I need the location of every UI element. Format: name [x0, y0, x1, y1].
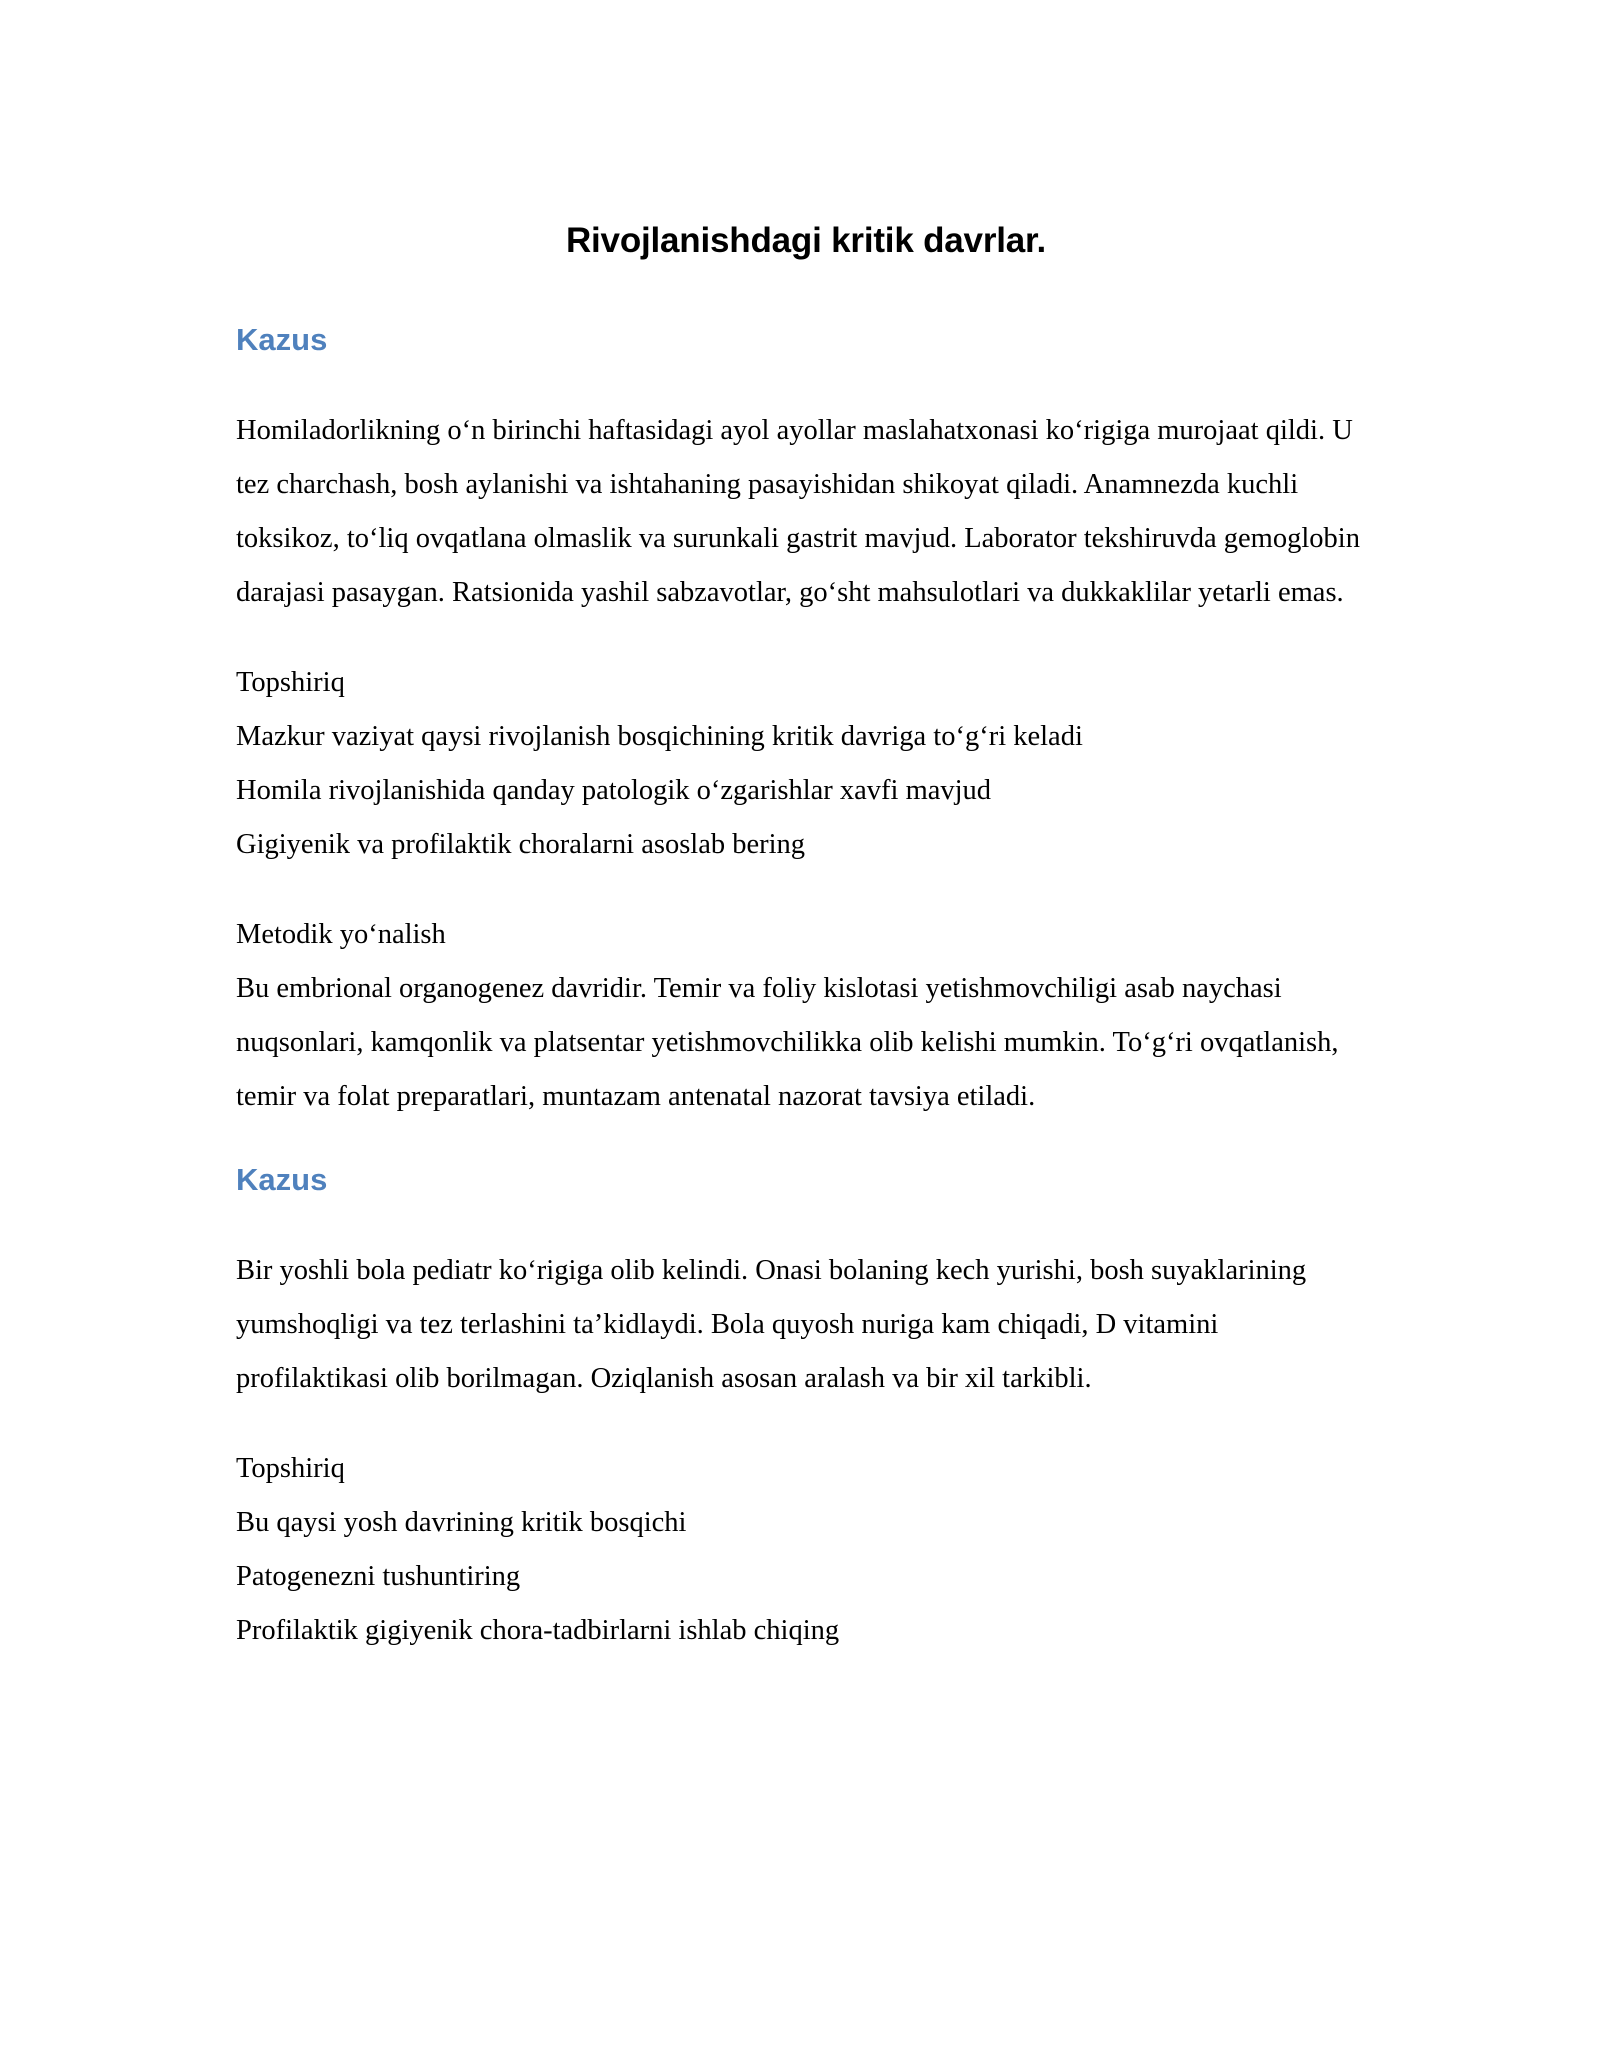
- case-section-1: [236, 320, 1376, 1124]
- task-label: Topshiriq: [236, 667, 345, 698]
- task-item: Bu qaysi yosh davrining kritik bosqichi: [236, 1507, 687, 1538]
- case-section-2: [236, 1160, 1376, 1658]
- task-block: [236, 656, 1376, 872]
- method-block: [236, 908, 1376, 1124]
- case-description: Homiladorlikning o‘n birinchi haftasidagi ayol ayollar maslahatxonasi ko‘rigiga murojaat qildi. U tez charchash, bosh aylanishi va ishtahaning pasayishidan shikoyat qiladi. Anamnezda kuchli toksikoz, to‘liq ovqatlana olmaslik va surunkali gastrit mavjud. Laborator tekshiruvda gemoglobin darajasi pasaygan. Ratsionida yashil sabzavotlar, go‘sht mahsulotlari va dukkaklilar yetarli emas.: [236, 415, 1360, 608]
- task-block: [236, 1442, 1376, 1658]
- method-text: Bu embrional organogenez davridir. Temir va foliy kislotasi yetishmovchiligi asab naychasi nuqsonlari, kamqonlik va platsentar yetishmovchilikka olib kelishi mumkin. To‘g‘ri ovqatlanish, temir va folat preparatlari, muntazam antenatal nazorat tavsiya etiladi.: [236, 973, 1339, 1112]
- document-body: [236, 214, 1376, 1694]
- case-heading: Kazus: [236, 1162, 328, 1197]
- task-label: Topshiriq: [236, 1453, 345, 1484]
- task-item: Patogenezni tushuntiring: [236, 1561, 521, 1592]
- case-description: Bir yoshli bola pediatr ko‘rigiga olib kelindi. Onasi bolaning kech yurishi, bosh suyaklarining yumshoqligi va tez terlashini ta’kidlaydi. Bola quyosh nuriga kam chiqadi, D vitamini profilaktikasi olib borilmagan. Oziqlanish asosan aralash va bir xil tarkibli.: [236, 1255, 1307, 1394]
- task-item: Homila rivojlanishida qanday patologik o‘zgarishlar xavfi mavjud: [236, 775, 992, 806]
- method-label: Metodik yo‘nalish: [236, 919, 446, 950]
- task-item: Mazkur vaziyat qaysi rivojlanish bosqichining kritik davriga to‘g‘ri keladi: [236, 721, 1083, 752]
- task-item: Gigiyenik va profilaktik choralarni asoslab bering: [236, 829, 806, 860]
- task-item: Profilaktik gigiyenik chora-tadbirlarni ishlab chiqing: [236, 1615, 840, 1646]
- case-heading: Kazus: [236, 322, 328, 357]
- document-title: Rivojlanishdagi kritik davrlar.: [565, 221, 1047, 260]
